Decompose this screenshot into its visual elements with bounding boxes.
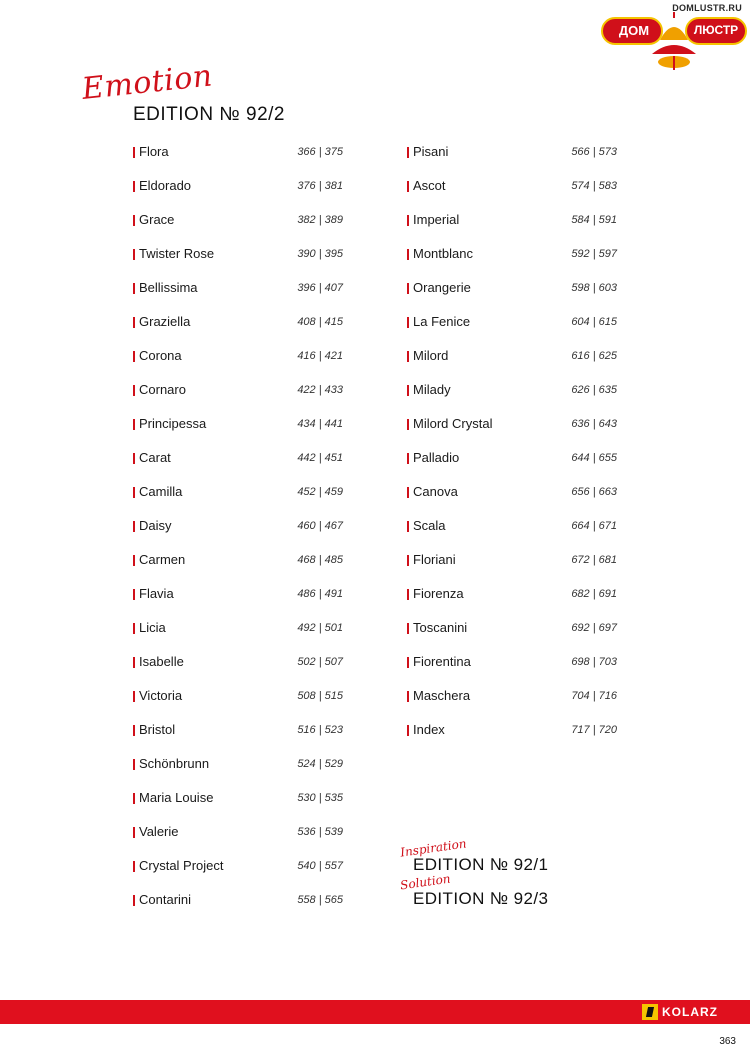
page-range: 626 | 635	[571, 384, 617, 396]
page-range: 656 | 663	[571, 486, 617, 498]
collection-name: Corona	[139, 348, 182, 363]
page-range: 584 | 591	[571, 214, 617, 226]
list-item	[133, 379, 347, 413]
page-range: 382 | 389	[297, 214, 343, 226]
bullet-bar	[407, 215, 409, 226]
logo-right-word: ЛЮСТР	[693, 23, 739, 37]
page-range: 434 | 441	[297, 418, 343, 430]
page-range: 376 | 381	[297, 180, 343, 192]
list-item	[133, 685, 347, 719]
collection-name: Bellissima	[139, 280, 198, 295]
edition-label: EDITION № 92/1	[413, 855, 549, 874]
page-range: 366 | 375	[297, 146, 343, 158]
page-range: 598 | 603	[571, 282, 617, 294]
bullet-bar	[407, 725, 409, 736]
collection-name: La Fenice	[413, 314, 471, 329]
collection-name: Imperial	[413, 212, 460, 227]
brand-name: KOLARZ	[662, 1005, 718, 1019]
collection-name: Flavia	[139, 586, 174, 601]
list-item	[407, 515, 621, 549]
collection-list-right	[407, 141, 621, 753]
list-item	[407, 481, 621, 515]
list-item	[133, 753, 347, 787]
bullet-bar	[133, 487, 135, 498]
list-item	[133, 787, 347, 821]
page-range: 530 | 535	[297, 792, 343, 804]
bullet-bar	[407, 555, 409, 566]
page-range: 540 | 557	[297, 860, 343, 872]
bullet-bar	[407, 453, 409, 464]
page-range: 460 | 467	[297, 520, 343, 532]
list-item	[133, 243, 347, 277]
collection-name: Isabelle	[139, 654, 184, 669]
page-range: 574 | 583	[571, 180, 617, 192]
bullet-bar	[133, 793, 135, 804]
page-range: 698 | 703	[571, 656, 617, 668]
bullet-bar	[133, 589, 135, 600]
bullet-bar	[407, 351, 409, 362]
collection-name: Graziella	[139, 314, 191, 329]
page-range: 524 | 529	[297, 758, 343, 770]
page-range: 644 | 655	[571, 452, 617, 464]
collection-name: Maria Louise	[139, 790, 214, 805]
list-item	[407, 413, 621, 447]
page-range: 390 | 395	[297, 248, 343, 260]
page-range: 692 | 697	[571, 622, 617, 634]
bullet-bar	[407, 147, 409, 158]
bullet-bar	[133, 453, 135, 464]
collection-name: Crystal Project	[139, 858, 224, 873]
list-item	[133, 345, 347, 379]
bullet-bar	[407, 589, 409, 600]
collection-name: Orangerie	[413, 280, 471, 295]
logo-url: DOMLUSTR.RU	[672, 3, 742, 13]
page-range: 408 | 415	[297, 316, 343, 328]
bullet-bar	[133, 827, 135, 838]
collection-name: Fiorenza	[413, 586, 464, 601]
collection-name: Canova	[413, 484, 458, 499]
collection-name: Grace	[139, 212, 175, 227]
collection-name: Ascot	[413, 178, 446, 193]
list-item	[407, 175, 621, 209]
bullet-bar	[133, 419, 135, 430]
list-item	[133, 481, 347, 515]
page-range: 592 | 597	[571, 248, 617, 260]
list-item	[133, 583, 347, 617]
page-range: 502 | 507	[297, 656, 343, 668]
collection-name: Floriani	[413, 552, 456, 567]
collection-name: Victoria	[139, 688, 183, 703]
list-item	[407, 549, 621, 583]
list-item	[133, 889, 347, 923]
bullet-bar	[133, 317, 135, 328]
bullet-bar	[407, 521, 409, 532]
bullet-bar	[133, 521, 135, 532]
page-range: 566 | 573	[571, 146, 617, 158]
page-range: 492 | 501	[297, 622, 343, 634]
bullet-bar	[133, 147, 135, 158]
bullet-bar	[407, 487, 409, 498]
bullet-bar	[407, 623, 409, 634]
collection-name: Palladio	[413, 450, 460, 465]
list-item	[407, 651, 621, 685]
logo-left-word: ДОМ	[618, 23, 650, 38]
bullet-bar	[407, 181, 409, 192]
page-range: 486 | 491	[297, 588, 343, 600]
collection-name: Fiorentina	[413, 654, 471, 669]
bullet-bar	[133, 623, 135, 634]
bullet-bar	[133, 181, 135, 192]
collection-name: Pisani	[413, 144, 449, 159]
collection-name: Bristol	[139, 722, 176, 737]
other-edition-solution	[399, 871, 549, 909]
collection-name: Maschera	[413, 688, 471, 703]
bullet-bar	[133, 861, 135, 872]
list-item	[133, 141, 347, 175]
page-range: 468 | 485	[297, 554, 343, 566]
collection-name: Carmen	[139, 552, 186, 567]
edition-title: EDITION № 92/2	[133, 104, 285, 125]
page-range: 616 | 625	[571, 350, 617, 362]
collection-name: Flora	[139, 144, 169, 159]
collection-name: Cornaro	[139, 382, 186, 397]
page-range: 452 | 459	[297, 486, 343, 498]
page-range: 516 | 523	[297, 724, 343, 736]
bullet-bar	[133, 283, 135, 294]
list-item	[133, 277, 347, 311]
page-range: 536 | 539	[297, 826, 343, 838]
collection-name: Camilla	[139, 484, 183, 499]
bullet-bar	[133, 385, 135, 396]
logo-graphic	[600, 10, 748, 72]
list-item	[133, 447, 347, 481]
domlustr-logo	[596, 0, 750, 72]
page-range: 604 | 615	[571, 316, 617, 328]
list-item	[133, 719, 347, 753]
bullet-bar	[133, 351, 135, 362]
kolarz-brand	[642, 1003, 718, 1021]
collection-list-left	[133, 141, 347, 923]
page-range: 396 | 407	[297, 282, 343, 294]
bullet-bar	[133, 691, 135, 702]
collection-name: Eldorado	[139, 178, 192, 193]
page-range: 442 | 451	[297, 452, 343, 464]
bullet-bar	[407, 249, 409, 260]
list-item	[407, 141, 621, 175]
collection-name: Twister Rose	[139, 246, 215, 261]
list-item	[133, 175, 347, 209]
page-range: 717 | 720	[571, 724, 617, 736]
bullet-bar	[133, 555, 135, 566]
list-item	[133, 413, 347, 447]
edition-label: EDITION № 92/3	[413, 889, 549, 908]
list-item	[407, 209, 621, 243]
footer-bar	[0, 1000, 750, 1024]
bullet-bar	[133, 895, 135, 906]
list-item	[407, 311, 621, 345]
list-item	[133, 617, 347, 651]
collection-name: Toscanini	[413, 620, 468, 635]
edition-script-label: Solution	[399, 871, 452, 893]
page-range: 422 | 433	[297, 384, 343, 396]
page-range: 508 | 515	[297, 690, 343, 702]
list-item	[407, 583, 621, 617]
bullet-bar	[407, 691, 409, 702]
list-item	[407, 719, 621, 753]
kolarz-logo-icon	[642, 1004, 658, 1020]
bullet-bar	[133, 725, 135, 736]
collection-name: Valerie	[139, 824, 179, 839]
collection-name: Carat	[139, 450, 171, 465]
list-item	[407, 685, 621, 719]
collection-script-title: Emotion	[80, 58, 215, 107]
collection-name: Index	[413, 722, 445, 737]
collection-name: Scala	[413, 518, 446, 533]
list-item	[133, 855, 347, 889]
bullet-bar	[133, 657, 135, 668]
collection-name: Milord Crystal	[413, 416, 493, 431]
collection-name: Contarini	[139, 892, 192, 907]
list-item	[133, 651, 347, 685]
bullet-bar	[133, 759, 135, 770]
list-item	[407, 447, 621, 481]
list-item	[133, 515, 347, 549]
collection-name: Milady	[413, 382, 451, 397]
bullet-bar	[407, 419, 409, 430]
list-item	[407, 345, 621, 379]
page-range: 416 | 421	[297, 350, 343, 362]
list-item	[133, 549, 347, 583]
list-item	[407, 243, 621, 277]
page-range: 558 | 565	[297, 894, 343, 906]
bullet-bar	[407, 283, 409, 294]
list-item	[133, 311, 347, 345]
collection-name: Schönbrunn	[139, 756, 210, 771]
page-range: 672 | 681	[571, 554, 617, 566]
collection-name: Milord	[413, 348, 449, 363]
list-item	[407, 617, 621, 651]
edition-script-label: Inspiration	[399, 836, 468, 860]
list-item	[133, 209, 347, 243]
other-edition-inspiration	[399, 836, 549, 875]
bullet-bar	[133, 215, 135, 226]
collection-name: Montblanc	[413, 246, 473, 261]
collection-name: Licia	[139, 620, 166, 635]
bullet-bar	[407, 657, 409, 668]
page-range: 664 | 671	[571, 520, 617, 532]
bullet-bar	[133, 249, 135, 260]
list-item	[407, 277, 621, 311]
collection-name: Daisy	[139, 518, 172, 533]
page-range: 682 | 691	[571, 588, 617, 600]
page-range: 704 | 716	[571, 690, 617, 702]
bullet-bar	[407, 317, 409, 328]
page-number: 363	[719, 1036, 736, 1047]
list-item	[407, 379, 621, 413]
bullet-bar	[407, 385, 409, 396]
page-range: 636 | 643	[571, 418, 617, 430]
collection-name: Principessa	[139, 416, 207, 431]
list-item	[133, 821, 347, 855]
